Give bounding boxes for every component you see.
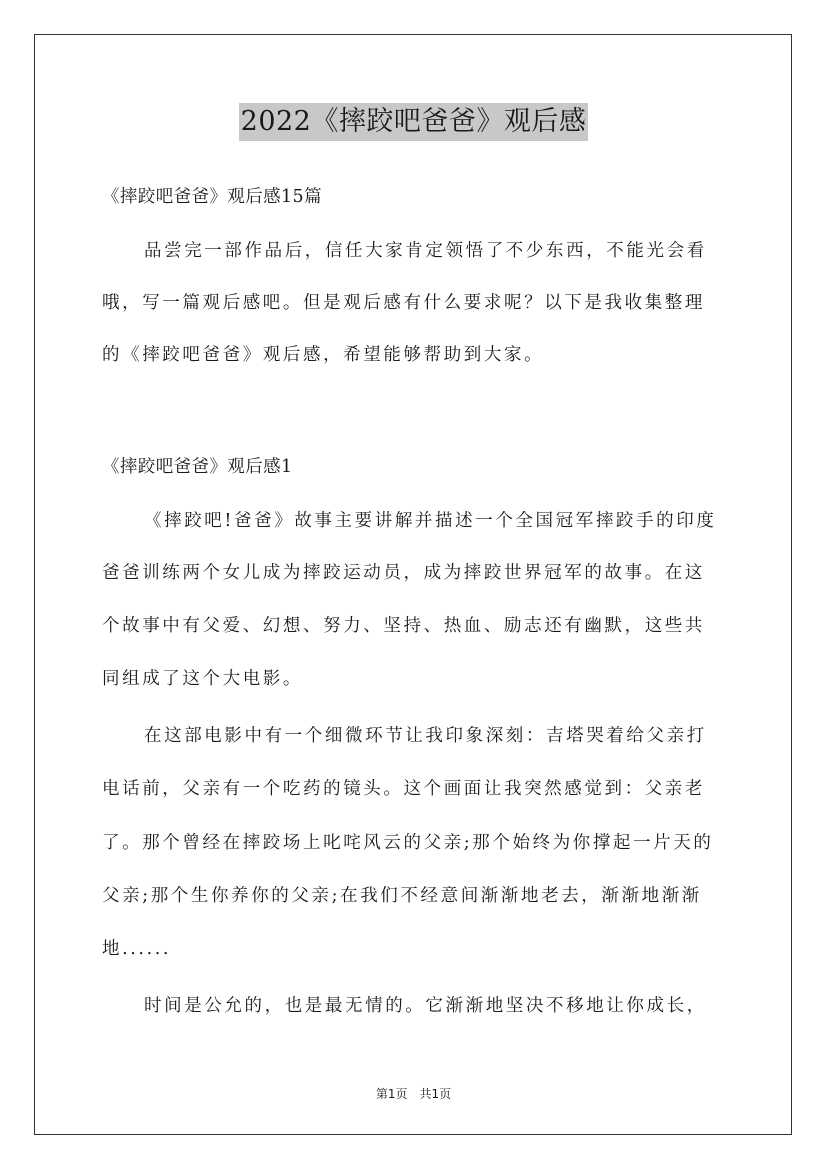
paragraph-line: 电话前，父亲有一个吃药的镜头。这个画面让我突然感觉到：父亲老 [102,779,705,799]
paragraph-line: 爸爸训练两个女儿成为摔跤运动员，成为摔跤世界冠军的故事。在这 [102,563,705,583]
paragraph-line: 同组成了这个大电影。 [102,669,303,689]
paragraph-line: 《摔跤吧!爸爸》故事主要讲解并描述一个全国冠军摔跤手的印度 [144,511,717,531]
intro-line: 哦，写一篇观后感吧。但是观后感有什么要求呢？以下是我收集整理 [102,293,705,313]
paragraph-line: 地...... [102,939,172,959]
paragraph-line: 个故事中有父爱、幻想、努力、坚持、热血、励志还有幽默，这些共 [102,616,705,636]
document-title: 2022《摔跤吧爸爸》观后感 [239,103,589,141]
subtitle: 《摔跤吧爸爸》观后感15篇 [102,187,322,207]
paragraph-line: 时间是公允的，也是最无情的。它渐渐地坚决不移地让你成长， [144,996,707,1016]
paragraph-line: 父亲;那个生你养你的父亲;在我们不经意间渐渐地老去，渐渐地渐渐 [102,886,702,906]
page-footer [0,1085,827,1102]
intro-line: 的《摔跤吧爸爸》观后感，希望能够帮助到大家。 [102,345,545,365]
paragraph-line: 在这部电影中有一个细微环节让我印象深刻：吉塔哭着给父亲打 [144,726,707,746]
section-heading: 《摔跤吧爸爸》观后感1 [102,457,293,477]
page-number: 第1页 共1页 [375,1087,452,1101]
intro-line: 品尝完一部作品后，信任大家肯定领悟了不少东西，不能光会看 [144,241,707,261]
document-body [102,0,726,1170]
paragraph-line: 了。那个曾经在摔跤场上叱咤风云的父亲;那个始终为你撑起一片天的 [102,833,714,853]
